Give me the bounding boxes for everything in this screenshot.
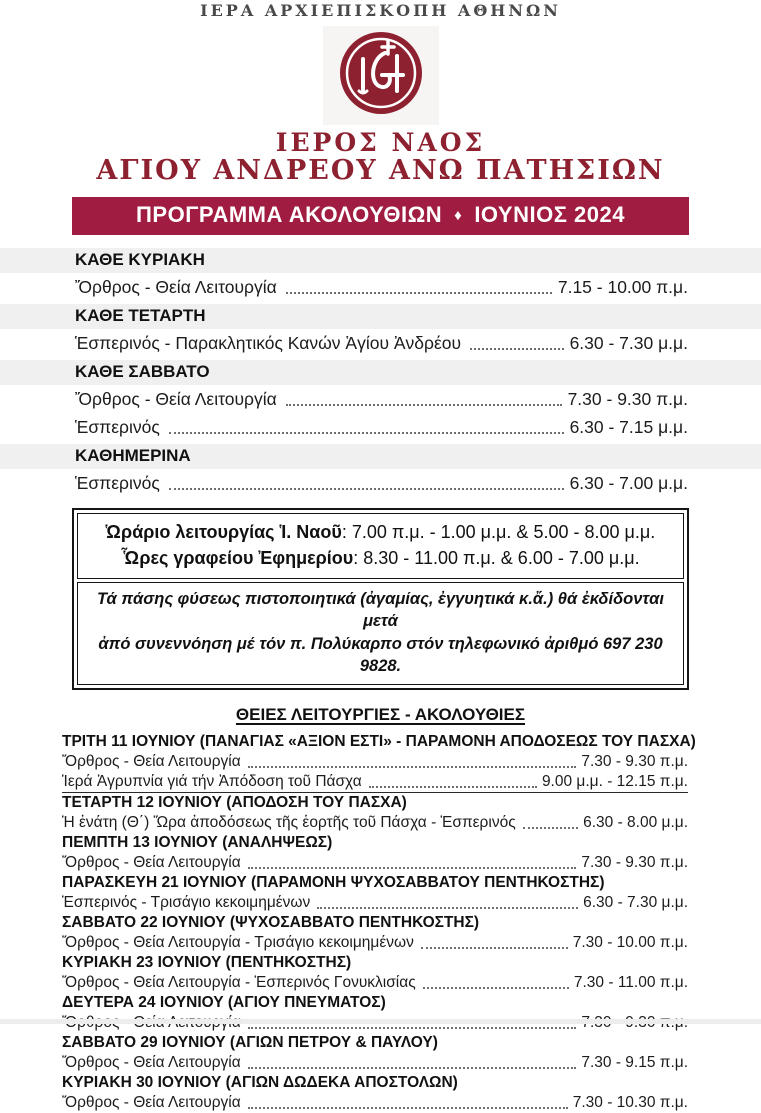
service-name: Ἱερά Ἀγρυπνία γιά τήν Ἀπόδοση τοῦ Πάσχα (62, 773, 362, 791)
service-name: Ὄρθρος - Θεία Λειτουργία (75, 389, 277, 409)
dotted-leader (169, 432, 564, 434)
liturgy-row (62, 752, 688, 772)
liturgy-date: ΣΑΒΒΑΤΟ 22 ΙΟΥΝΙΟΥ (ΨΥΧΟΣΑΒΒΑΤΟ ΠΕΝΤΗΚΟΣΤΗΣ) (62, 914, 480, 932)
dotted-leader (423, 987, 569, 989)
service-name: Ὄρθρος - Θεία Λειτουργία - Τρισάγιο κεκοιμημένων (62, 934, 414, 952)
dotted-leader (470, 348, 563, 350)
program-banner (72, 197, 689, 235)
liturgy-date: ΤΕΤΑΡΤΗ 12 ΙΟΥΝΙΟΥ (ΑΠΟΔΟΣΗ ΤΟΥ ΠΑΣΧΑ) (62, 794, 407, 812)
service-time: 7.30 - 9.15 π.μ. (581, 1054, 688, 1072)
banner-text-right: ΙΟΥΝΙΟΣ 2024 (474, 202, 625, 227)
church-monogram-icon (337, 29, 425, 117)
office-hours-line (84, 545, 677, 571)
service-name: Ἡ ἐνάτη (Θ΄) Ὥρα ἀποδόσεως τῆς ἑορτῆς τοῦ Πάσχα - Ἑσπερινός (62, 814, 516, 832)
church-name-line2: ΑΓΙΟΥ ΑΝΔΡΕΟΥ ΑΝΩ ΠΑΤΗΣΙΩΝ (96, 155, 665, 186)
liturgy-row (62, 1093, 688, 1113)
dotted-leader (169, 488, 564, 490)
liturgy-date: ΚΥΡΙΑΚΗ 30 ΙΟΥΝΙΟΥ (ΑΓΙΩΝ ΔΩΔΕΚΑ ΑΠΟΣΤΟΛΩΝ) (62, 1074, 458, 1092)
opening-hours-box (77, 513, 684, 579)
church-hours-line (84, 519, 677, 545)
dotted-leader (248, 1067, 577, 1069)
liturgy-date: ΔΕΥΤΕΡΑ 24 ΙΟΥΝΙΟΥ (ΑΓΙΟΥ ΠΝΕΥΜΑΤΟΣ) (62, 994, 386, 1012)
weekly-day-label: ΚΑΘΕ ΚΥΡΙΑΚΗ (75, 250, 205, 269)
service-name: Ὄρθρος - Θεία Λειτουργία (62, 753, 241, 771)
church-hours-label: Ὡράριο λειτουργίας Ἱ. Ναοῦ (105, 522, 342, 542)
liturgy-row (62, 973, 688, 993)
weekly-day-label: ΚΑΘΕ ΤΕΤΑΡΤΗ (75, 306, 206, 325)
service-time: 6.30 - 8.00 μ.μ. (583, 814, 688, 832)
weekly-day-header (0, 360, 761, 385)
info-box (72, 508, 689, 690)
service-row (0, 469, 761, 497)
weekly-day-header (0, 248, 761, 273)
service-time: 9.00 μ.μ. - 12.15 π.μ. (541, 773, 688, 791)
dotted-leader (523, 827, 578, 829)
diamond-icon: ♦ (454, 207, 463, 224)
liturgy-date: ΣΑΒΒΑΤΟ 29 ΙΟΥΝΙΟΥ (ΑΓΙΩΝ ΠΕΤΡΟΥ & ΠΑΥΛΟΥ) (62, 1034, 438, 1052)
service-name: Ὄρθρος - Θεία Λειτουργία (62, 854, 241, 872)
service-time: 7.30 - 11.00 π.μ. (573, 974, 688, 992)
service-row (0, 329, 761, 357)
weekly-day-header (0, 444, 761, 469)
church-name-line1: ΙΕΡΟΣ ΝΑΟΣ (275, 128, 486, 157)
liturgy-row (62, 933, 688, 953)
liturgy-date: ΚΥΡΙΑΚΗ 23 ΙΟΥΝΙΟΥ (ΠΕΝΤΗΚΟΣΤΗΣ) (62, 954, 352, 972)
service-name: Ἑσπερινός - Παρακλητικός Κανών Ἁγίου Ἀνδρέου (75, 333, 462, 353)
dotted-leader (248, 1107, 568, 1109)
dotted-leader (421, 947, 568, 949)
service-row (0, 385, 761, 413)
liturgy-row (62, 1053, 688, 1073)
service-time: 6.30 - 7.30 μ.μ. (569, 333, 688, 353)
service-time: 7.30 - 10.30 π.μ. (572, 1094, 688, 1112)
liturgy-date: ΠΕΜΠΤΗ 13 ΙΟΥΝΙΟΥ (ΑΝΑΛΗΨΕΩΣ) (62, 834, 333, 852)
service-row (0, 273, 761, 301)
logo-row (0, 26, 761, 125)
logo-background (323, 26, 439, 125)
notice-line2: ἀπό συνεννόηση μέ τόν π. Πολύκαρπο στόν τηλεφωνικό ἀριθμό 697 230 9828. (98, 634, 663, 675)
notice-line1: Τά πάσης φύσεως πιστοποιητικά (ἀγαμίας, ἐγγυητικά κ.ἄ.) θά ἐκδίδονται μετά (97, 590, 664, 631)
service-time: 6.30 - 7.00 μ.μ. (569, 473, 688, 493)
dotted-leader (369, 786, 537, 788)
service-name: Ὄρθρος - Θεία Λειτουργία (62, 1094, 241, 1112)
dotted-leader (286, 292, 552, 294)
service-time: 6.30 - 7.15 μ.μ. (569, 417, 688, 437)
banner-text-left: ΠΡΟΓΡΑΜΜΑ ΑΚΟΛΟΥΘΙΩΝ (136, 202, 443, 227)
liturgy-row-underlined (62, 772, 688, 793)
service-time: 7.15 - 10.00 π.μ. (557, 277, 688, 297)
service-time: 7.30 - 9.30 π.μ. (581, 854, 688, 872)
weekly-day-label: ΚΑΘΕ ΣΑΒΒΑΤΟ (75, 362, 210, 381)
liturgy-row (62, 893, 688, 913)
liturgy-row (62, 813, 688, 833)
service-name: Ἑσπερινός (75, 473, 160, 493)
service-name: Ὄρθρος - Θεία Λειτουργία (75, 277, 277, 297)
service-row (0, 413, 761, 441)
dotted-leader (248, 766, 577, 768)
office-hours-value: : 8.30 - 11.00 π.μ. & 6.00 - 7.00 μ.μ. (353, 548, 640, 568)
office-hours-label: Ὧρες γραφείου Ἐφημερίου (121, 548, 354, 568)
service-name: Ἑσπερινός (75, 417, 160, 437)
service-time: 7.30 - 9.30 π.μ. (567, 389, 688, 409)
service-time: 7.30 - 9.30 π.μ. (581, 753, 688, 771)
dotted-leader (286, 404, 562, 406)
liturgy-date: ΤΡΙΤΗ 11 ΙΟΥΝΙΟΥ (ΠΑΝΑΓΙΑΣ «ΑΞΙΟΝ ΕΣΤΙ» - ΠΑΡΑΜΟΝΗ ΑΠΟΔΟΣΕΩΣ ΤΟΥ ΠΑΣΧΑ) (62, 733, 696, 751)
dotted-leader (248, 1027, 577, 1029)
service-time: 7.30 - 10.00 π.μ. (572, 934, 688, 952)
archdiocese-title: ΙΕΡΑ ΑΡΧΙΕΠΙΣΚΟΠΗ ΑΘΗΝΩΝ (200, 1, 561, 20)
liturgies-list (62, 732, 696, 1113)
weekly-day-label: ΚΑΘΗΜΕΡΙΝΑ (75, 446, 191, 465)
church-hours-value: : 7.00 π.μ. - 1.00 μ.μ. & 5.00 - 8.00 μ.μ. (341, 522, 656, 542)
weekly-day-header (0, 304, 761, 329)
service-name: Ἑσπερινός - Τρισάγιο κεκοιμημένων (62, 894, 311, 912)
service-name: Ὄρθρος - Θεία Λειτουργία - Ἑσπερινός Γονυκλισίας (62, 974, 416, 992)
liturgy-date: ΠΑΡΑΣΚΕΥΗ 21 ΙΟΥΝΙΟΥ (ΠΑΡΑΜΟΝΗ ΨΥΧΟΣΑΒΒΑΤΟΥ ΠΕΝΤΗΚΟΣΤΗΣ) (62, 874, 605, 892)
bottom-edge-band (0, 1019, 761, 1024)
certificates-notice-box (77, 582, 684, 685)
weekly-schedule (0, 248, 761, 497)
dotted-leader (248, 867, 577, 869)
liturgies-title: ΘΕΙΕΣ ΛΕΙΤΟΥΡΓΙΕΣ - ΑΚΟΛΟΥΘΙΕΣ (235, 705, 526, 725)
liturgy-row (62, 853, 688, 873)
dotted-leader (317, 907, 578, 909)
service-name: Ὄρθρος - Θεία Λειτουργία (62, 1054, 241, 1072)
service-time: 6.30 - 7.30 μ.μ. (583, 894, 688, 912)
